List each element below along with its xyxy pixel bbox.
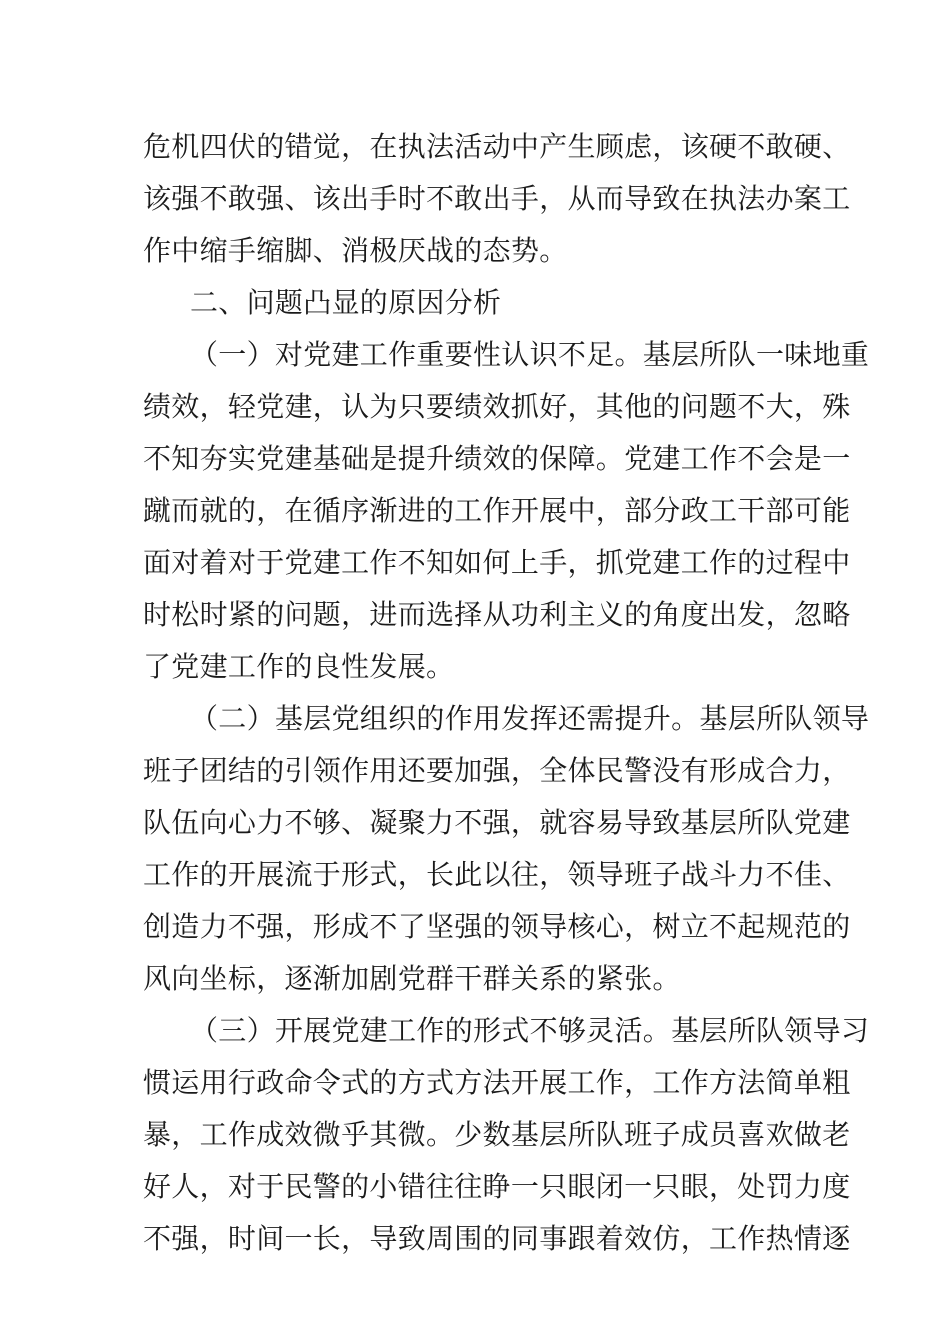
text-line: 作中缩手缩脚、消极厌战的态势。 [143, 234, 568, 267]
text-line: 风向坐标，逐渐加剧党群干群关系的紧张。 [143, 962, 681, 995]
text-line: 了党建工作的良性发展。 [143, 650, 455, 683]
text-line: 绩效，轻党建，认为只要绩效抓好，其他的问题不大，殊 [143, 390, 851, 423]
text-line: 危机四伏的错觉，在执法活动中产生顾虑，该硬不敢硬、 [143, 130, 851, 163]
text-line: 不知夯实党建基础是提升绩效的保障。党建工作不会是一 [143, 442, 851, 475]
text-line: （二）基层党组织的作用发挥还需提升。基层所队领导 [190, 702, 870, 735]
text-line: 面对着对于党建工作不知如何上手，抓党建工作的过程中 [143, 546, 851, 579]
text-line: 暴，工作成效微乎其微。少数基层所队班子成员喜欢做老 [143, 1118, 851, 1151]
text-line: 班子团结的引领作用还要加强，全体民警没有形成合力， [143, 754, 851, 787]
text-line: 蹴而就的，在循序渐进的工作开展中，部分政工干部可能 [143, 494, 851, 527]
text-line: （三）开展党建工作的形式不够灵活。基层所队领导习 [190, 1014, 870, 1047]
text-line: 时松时紧的问题，进而选择从功利主义的角度出发，忽略 [143, 598, 851, 631]
section-heading: 二、问题凸显的原因分析 [190, 286, 502, 319]
text-line: 惯运用行政命令式的方式方法开展工作，工作方法简单粗 [143, 1066, 851, 1099]
text-line: 该强不敢强、该出手时不敢出手，从而导致在执法办案工 [143, 182, 851, 215]
text-line: （一）对党建工作重要性认识不足。基层所队一味地重 [190, 338, 870, 371]
text-line: 队伍向心力不够、凝聚力不强，就容易导致基层所队党建 [143, 806, 851, 839]
text-line: 创造力不强，形成不了坚强的领导核心，树立不起规范的 [143, 910, 851, 943]
text-line: 工作的开展流于形式，长此以往，领导班子战斗力不佳、 [143, 858, 851, 891]
text-line: 不强，时间一长，导致周围的同事跟着效仿，工作热情逐 [143, 1222, 851, 1255]
text-line: 好人，对于民警的小错往往睁一只眼闭一只眼，处罚力度 [143, 1170, 851, 1203]
